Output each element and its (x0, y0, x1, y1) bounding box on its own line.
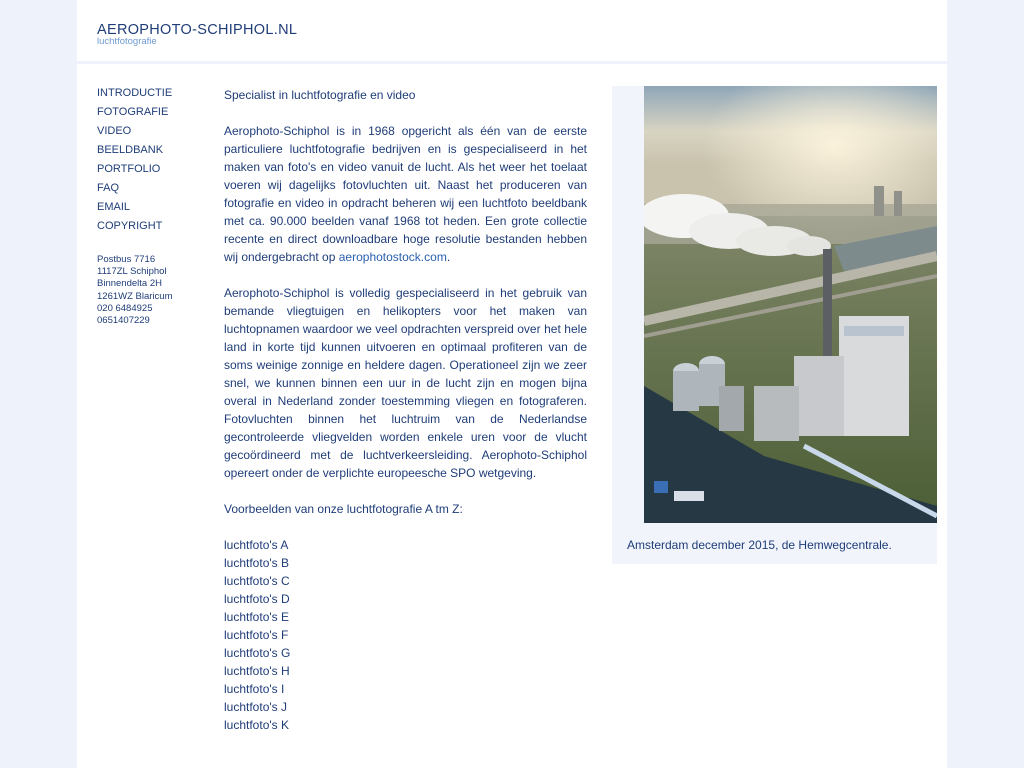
address-line: Binnendelta 2H (97, 278, 162, 290)
example-link-e[interactable]: luchtfoto's E (224, 610, 289, 624)
nav-fotografie[interactable]: FOTOGRAFIE (97, 106, 169, 118)
content-heading: Specialist in luchtfotografie en video (224, 88, 416, 102)
featured-figure (612, 86, 937, 564)
address-mobile: 0651407229 (97, 314, 150, 326)
main-nav (97, 86, 207, 238)
example-link-b[interactable]: luchtfoto's B (224, 556, 289, 570)
nav-beeldbank[interactable]: BEELDBANK (97, 144, 164, 156)
site-subtitle: luchtfotografie (97, 36, 157, 47)
aerial-photo-illustration (644, 86, 937, 523)
example-link-j[interactable]: luchtfoto's J (224, 700, 287, 714)
nav-faq[interactable]: FAQ (97, 182, 120, 194)
example-link-d[interactable]: luchtfoto's D (224, 592, 290, 606)
address-line: 1261WZ Blaricum (97, 290, 173, 302)
example-link-g[interactable]: luchtfoto's G (224, 646, 291, 660)
address-line: Postbus 7716 (97, 254, 156, 265)
operations-paragraph: Aerophoto-Schiphol is volledig gespecialiseerd in het gebruik van bemande vliegtuigen en helikopters voor het maken van luchtopnamen waardoor we veel opdrachten verspreid over het hele land in korte tijd kunnen uitvoeren en optimaal profiteren van de soms weinige zonnige en heldere dagen. Operationeel zijn we zeer snel, we kunnen binnen een uur in de lucht zijn en mogen bijna overal in Nederland zonder toestemming vliegen en fotograferen. Fotovluchten binnen het luchtruim van de Nederlandse gecontroleerde vliegvelden worden enkele uren voor de vlucht gecoördineerd met de luchtverkeersleiding. Aerophoto-Schiphol opereert onder de verplichte europeesche SPO wetgeving. (224, 286, 587, 480)
nav-email[interactable]: EMAIL (97, 201, 131, 213)
site-title[interactable]: AEROPHOTO-SCHIPHOL.NL (97, 22, 298, 38)
nav-copyright[interactable]: COPYRIGHT (97, 220, 163, 232)
aerial-photo[interactable] (644, 86, 937, 523)
intro-paragraph: Aerophoto-Schiphol is in 1968 opgericht als één van de eerste particuliere luchtfotografie bedrijven en is gespecialiseerd in het maken van foto's en video vanuit de lucht. Als het weer het toelaat voeren wij dagelijks fotovluchten uit. Naast het produceren van fotografie en video in opdracht beheren wij een luchtfoto beeldbank met ca. 90.000 beelden vanaf 1968 tot heden. Een grote collectie recente en direct downloadbare hoge resolutie bestanden hebben wij ondergebracht op aerophotostock.com. (224, 124, 587, 264)
example-link-i[interactable]: luchtfoto's I (224, 682, 285, 696)
example-link-c[interactable]: luchtfoto's C (224, 574, 290, 588)
example-link-k[interactable]: luchtfoto's K (224, 718, 289, 732)
main-content (224, 86, 587, 734)
examples-list (224, 536, 587, 734)
example-link-h[interactable]: luchtfoto's H (224, 664, 290, 678)
nav-introductie[interactable]: INTRODUCTIE (97, 87, 173, 99)
aerophotostock-link[interactable]: aerophotostock.com (338, 250, 447, 264)
site-header (77, 5, 947, 64)
intro-text: Aerophoto-Schiphol is in 1968 opgericht als één van de eerste particuliere luchtfotografie bedrijven en is gespecialiseerd in het maken van foto's en video vanuit de lucht. Als het weer het toelaat voeren wij dagelijks fotovluchten uit. Naast het produceren van fotografie en video in opdracht beheren wij een luchtfoto beeldbank met ca. 90.000 beelden vanaf 1968 tot heden. Een grote collectie recente en direct downloadbare hoge resolutie bestanden hebben wij ondergebracht op (224, 124, 587, 264)
examples-heading: Voorbeelden van onze luchtfotografie A tm Z: (224, 502, 463, 516)
example-link-f[interactable]: luchtfoto's F (224, 628, 289, 642)
nav-portfolio[interactable]: PORTFOLIO (97, 163, 161, 175)
address-phone: 020 6484925 (97, 302, 153, 314)
address-line: 1117ZL Schiphol (97, 266, 167, 278)
example-link-a[interactable]: luchtfoto's A (224, 538, 289, 552)
contact-address (97, 254, 207, 327)
nav-video[interactable]: VIDEO (97, 125, 132, 137)
photo-caption: Amsterdam december 2015, de Hemwegcentrale. (627, 538, 892, 552)
page (77, 0, 947, 768)
